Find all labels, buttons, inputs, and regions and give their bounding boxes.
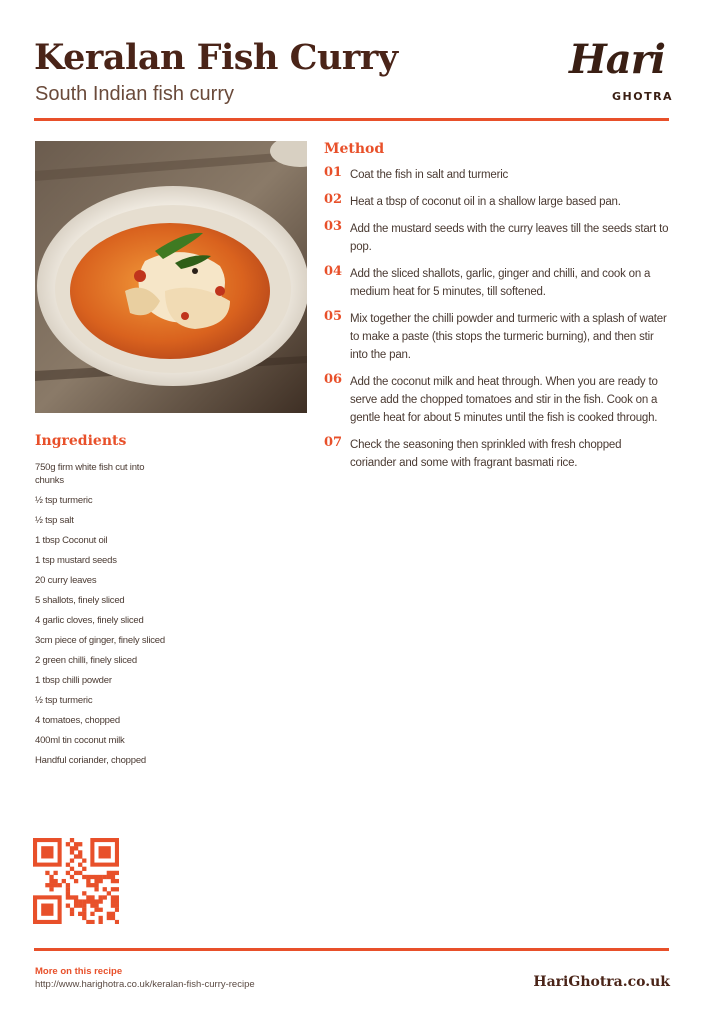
ingredient-item: 4 garlic cloves, finely sliced xyxy=(35,615,144,626)
step-number: 05 xyxy=(324,309,343,324)
ingredient-item: 3cm piece of ginger, finely sliced xyxy=(35,635,165,646)
ingredient-item: ½ tsp turmeric xyxy=(35,495,93,506)
qr-code-graphic xyxy=(33,838,119,924)
hari-ghotra-logo[interactable] xyxy=(565,36,675,106)
page-title: Keralan Fish Curry xyxy=(34,37,398,78)
ingredients-heading: Ingredients xyxy=(35,433,127,449)
ingredient-item: ½ tsp turmeric xyxy=(35,695,93,706)
curry-photo-illustration xyxy=(35,141,307,413)
step-number: 02 xyxy=(324,192,343,207)
ingredient-item: 750g firm white fish cut into chunks xyxy=(35,462,145,486)
method-heading: Method xyxy=(324,141,385,157)
step-number: 03 xyxy=(324,219,343,234)
method-step xyxy=(324,436,669,472)
step-text: Mix together the chilli powder and turmeric with a splash of water to make a paste (this stops the turmeric burning), and then stir into the pan. xyxy=(350,313,667,361)
ingredient-item: 1 tbsp Coconut oil xyxy=(35,535,108,546)
ingredient-item: 20 curry leaves xyxy=(35,575,97,586)
site-link[interactable]: HariGhotra.co.uk xyxy=(533,974,670,990)
logo-sub-text: GHOTRA xyxy=(612,90,674,103)
ingredient-item: 5 shallots, finely sliced xyxy=(35,595,125,606)
method-step xyxy=(324,220,669,256)
ingredient-item: Handful coriander, chopped xyxy=(35,755,146,766)
footer-divider xyxy=(34,948,669,951)
step-text: Heat a tbsp of coconut oil in a shallow large based pan. xyxy=(350,196,621,208)
ingredients-list xyxy=(35,461,170,774)
method-steps xyxy=(324,166,669,481)
ingredient-item: 1 tsp mustard seeds xyxy=(35,555,117,566)
logo-script-text: Hari xyxy=(569,36,665,83)
method-step xyxy=(324,310,669,364)
step-number: 06 xyxy=(324,372,343,387)
curry-photo xyxy=(35,141,307,413)
page-subtitle: South Indian fish curry xyxy=(35,83,234,105)
step-text: Add the sliced shallots, garlic, ginger and chilli, and cook on a medium heat for 5 minutes, till softened. xyxy=(350,268,651,298)
step-number: 07 xyxy=(324,435,343,450)
ingredient-item: 2 green chilli, finely sliced xyxy=(35,655,137,666)
ingredient-item: ½ tsp salt xyxy=(35,515,74,526)
header-divider xyxy=(34,118,669,121)
more-on-recipe-heading: More on this recipe xyxy=(35,966,123,977)
ingredient-item: 1 tbsp chilli powder xyxy=(35,675,112,686)
method-step xyxy=(324,265,669,301)
step-text: Add the coconut milk and heat through. When you are ready to serve add the chopped tomatoes and stir in the fish. Cook on a gentle heat for about 5 minutes until the fish is cooked through. xyxy=(350,376,658,424)
step-text: Coat the fish in salt and turmeric xyxy=(350,169,509,181)
recipe-qr-code[interactable] xyxy=(33,838,119,924)
step-text: Check the seasoning then sprinkled with fresh chopped coriander and some with fragrant basmati rice. xyxy=(350,439,622,469)
step-text: Add the mustard seeds with the curry leaves till the seeds start to pop. xyxy=(350,223,669,253)
method-step xyxy=(324,373,669,427)
ingredient-item: 4 tomatoes, chopped xyxy=(35,715,120,726)
recipe-url-link[interactable]: http://www.harighotra.co.uk/keralan-fish-curry-recipe xyxy=(35,979,255,990)
method-step xyxy=(324,193,669,211)
method-step xyxy=(324,166,669,184)
ingredient-item: 400ml tin coconut milk xyxy=(35,735,125,746)
step-number: 04 xyxy=(324,264,343,279)
step-number: 01 xyxy=(324,165,343,180)
